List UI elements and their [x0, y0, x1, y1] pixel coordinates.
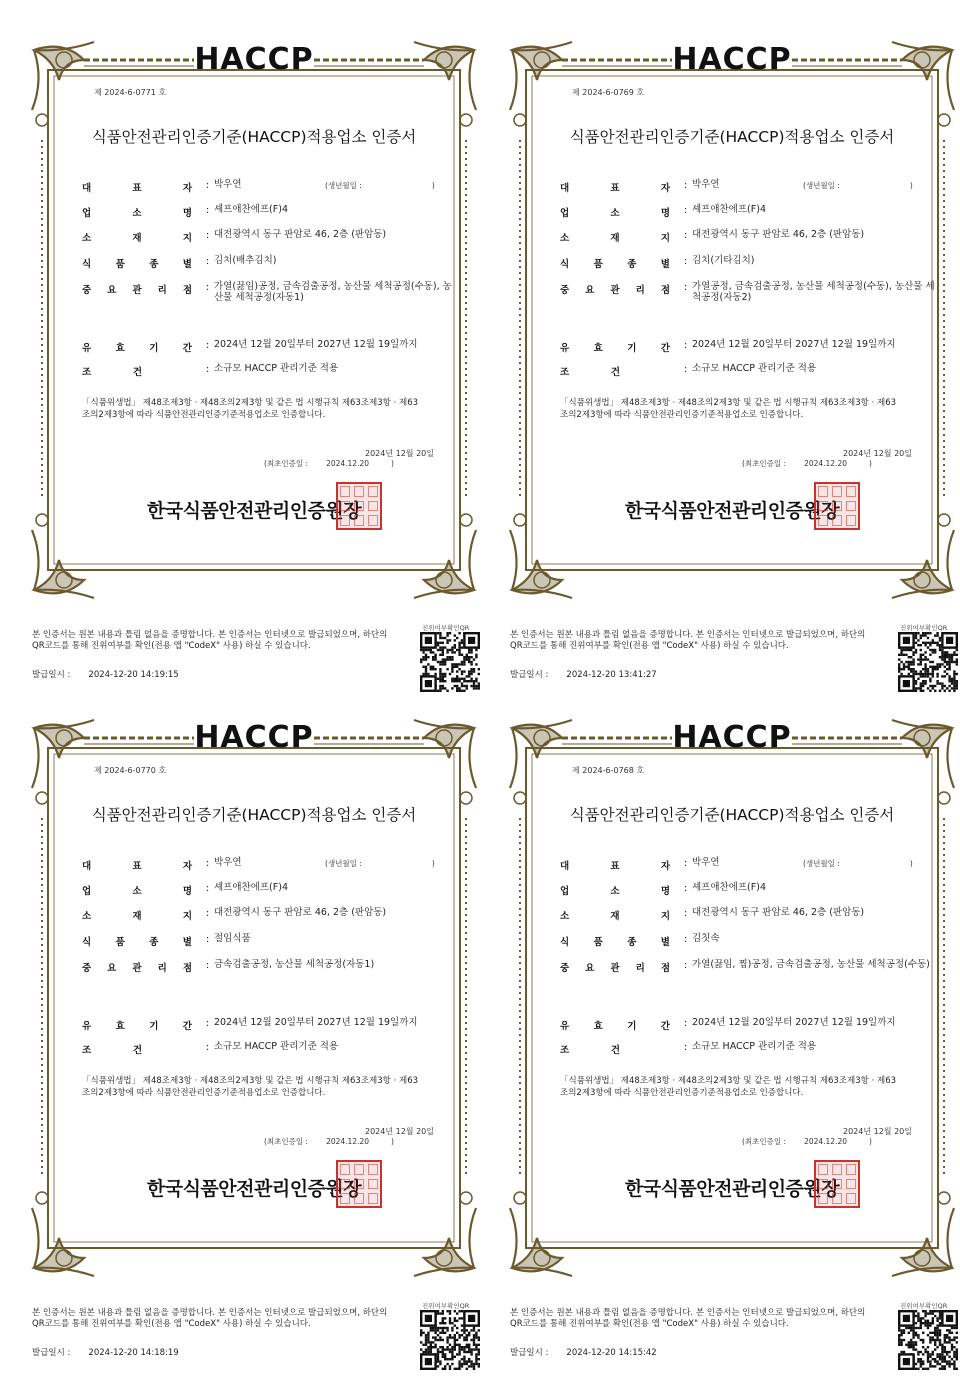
value-condition: 소규모 HACCP 관리기준 적용	[692, 1041, 817, 1052]
value-validity: 2024년 12월 20일부터 2027년 12월 19일까지	[214, 339, 418, 350]
legal-statement: 「식품위생법」 제48조제3항 · 제48조의2제3항 및 같은 법 시행규칙 제63조제3항 · 제63조의2제3항에 따라 식품안전관리인증기준적용업소로 인증합니다.	[560, 1076, 897, 1098]
label-food-type: 식 품 종 별	[82, 259, 192, 270]
certificate-0769	[502, 30, 960, 700]
official-seal-icon	[814, 482, 860, 530]
value-address: 대전광역시 동구 판암로 46, 2층 (판암동)	[692, 907, 865, 918]
certificate-body: HACCP 제 2024-6-0771 호 식품안전관리인증기준(HACCP)적용업소 인증서 대 표 자 : 박우연 (생년월일 : ) 업 소 명 : 셰프애찬에프(F)4 소 재 지 : 대전광역시 동구 판암로 46, 2층 (판암동) 식 품 종 별 : 김치(배추김치) 중 요 관 리 점 : 가열(끓임)공정, 금속검출공정, 농산물 세척공정(수동), 농산물 세척공정(자동1) 유 효 기 간 : 2024년 12월 20일부터 2027년 12월 19일까지 조 건 : 소규모 HACCP 관리기준 적용 「식품위생법」 제48조제3항 · 제48조의2제3항 및 같은 법 시행규칙 제63조제3항 · 제63조의2제3항에 따라 식품안전관리인증기준적용업소로 인증합니다. 2024년 12월 20일 (최초인증일 : 2024.12.20 ) 한국식품안전관리인증원장	[24, 30, 484, 610]
value-business-name: 셰프애찬에프(F)4	[214, 882, 288, 893]
ornamental-frame-icon	[24, 708, 484, 1288]
value-condition: 소규모 HACCP 관리기준 적용	[692, 363, 817, 374]
issued-at: 발급일시 : 2024-12-20 14:19:15	[32, 670, 179, 680]
ornamental-frame-icon	[24, 30, 484, 610]
certificate-body: HACCP 제 2024-6-0768 호 식품안전관리인증기준(HACCP)적용업소 인증서 대 표 자 : 박우연 (생년월일 : ) 업 소 명 : 셰프애찬에프(F)4 소 재 지 : 대전광역시 동구 판암로 46, 2층 (판암동) 식 품 종 별 : 김칫속 중 요 관 리 점 : 가열(끓임, 찜)공정, 금속검출공정, 농산물 세척공정(수동) 유 효 기 간 : 2024년 12월 20일부터 2027년 12월 19일까지 조 건 : 소규모 HACCP 관리기준 적용 「식품위생법」 제48조제3항 · 제48조의2제3항 및 같은 법 시행규칙 제63조제3항 · 제63조의2제3항에 따라 식품안전관리인증기준적용업소로 인증합니다. 2024년 12월 20일 (최초인증일 : 2024.12.20 ) 한국식품안전관리인증원장	[502, 708, 960, 1288]
qr-code-icon[interactable]	[420, 632, 480, 692]
ornamental-frame-icon	[502, 708, 960, 1288]
certificate-body: HACCP 제 2024-6-0769 호 식품안전관리인증기준(HACCP)적용업소 인증서 대 표 자 : 박우연 (생년월일 : ) 업 소 명 : 셰프애찬에프(F)4 소 재 지 : 대전광역시 동구 판암로 46, 2층 (판암동) 식 품 종 별 : 김치(기타김치) 중 요 관 리 점 : 가열공정, 금속검출공정, 농산물 세척공정(수동), 농산물 세척공정(자동2) 유 효 기 간 : 2024년 12월 20일부터 2027년 12월 19일까지 조 건 : 소규모 HACCP 관리기준 적용 「식품위생법」 제48조제3항 · 제48조의2제3항 및 같은 법 시행규칙 제63조제3항 · 제63조의2제3항에 따라 식품안전관리인증기준적용업소로 인증합니다. 2024년 12월 20일 (최초인증일 : 2024.12.20 ) 한국식품안전관리인증원장	[502, 30, 960, 610]
issued-at: 발급일시 : 2024-12-20 14:18:19	[32, 1348, 179, 1358]
value-representative: 박우연	[692, 179, 720, 190]
value-ccp: 가열(끓임, 찜)공정, 금속검출공정, 농산물 세척공정(수동)	[692, 959, 930, 970]
official-seal-icon	[336, 482, 382, 530]
label-validity: 유 효 기 간	[82, 343, 192, 354]
value-food-type: 김칫속	[692, 933, 720, 944]
issue-date: 2024년 12월 20일	[843, 1127, 912, 1136]
issue-date: 2024년 12월 20일	[843, 449, 912, 458]
label-business-name: 업 소 명	[82, 208, 192, 219]
value-condition: 소규모 HACCP 관리기준 적용	[214, 1041, 339, 1052]
first-certification-date: (최초인증일 : 2024.12.20 )	[742, 459, 872, 468]
value-food-type: 김치(배추김치)	[214, 255, 277, 266]
value-representative: 박우연	[692, 857, 720, 868]
value-address: 대전광역시 동구 판암로 46, 2층 (판암동)	[692, 229, 865, 240]
label-validity: 유 효 기 간	[560, 343, 670, 354]
qr-label: 진위여부확인QR	[422, 1302, 470, 1310]
value-ccp: 금속검출공정, 농산물 세척공정(자동1)	[214, 959, 375, 970]
value-representative: 박우연	[214, 857, 242, 868]
label-ccp: 중 요 관 리 점	[82, 285, 192, 296]
certificate-0768	[502, 708, 960, 1378]
value-ccp: 가열공정, 금속검출공정, 농산물 세척공정(수동), 농산물 세척공정(자동2)	[692, 281, 935, 303]
haccp-header: HACCP	[672, 42, 792, 77]
ornamental-frame-icon	[502, 30, 960, 610]
value-validity: 2024년 12월 20일부터 2027년 12월 19일까지	[692, 1017, 896, 1028]
label-business-name: 업 소 명	[560, 886, 670, 897]
label-ccp: 중 요 관 리 점	[82, 963, 192, 974]
label-food-type: 식 품 종 별	[560, 259, 670, 270]
qr-code-icon[interactable]	[420, 1310, 480, 1370]
value-food-type: 절임식품	[214, 933, 251, 944]
certificate-number: 제 2024-6-0771 호	[94, 88, 167, 97]
first-certification-date: (최초인증일 : 2024.12.20 )	[264, 459, 394, 468]
label-representative: 대 표 자	[560, 183, 670, 194]
certificate-body: HACCP 제 2024-6-0770 호 식품안전관리인증기준(HACCP)적용업소 인증서 대 표 자 : 박우연 (생년월일 : ) 업 소 명 : 셰프애찬에프(F)4 소 재 지 : 대전광역시 동구 판암로 46, 2층 (판암동) 식 품 종 별 : 절임식품 중 요 관 리 점 : 금속검출공정, 농산물 세척공정(자동1) 유 효 기 간 : 2024년 12월 20일부터 2027년 12월 19일까지 조 건 : 소규모 HACCP 관리기준 적용 「식품위생법」 제48조제3항 · 제48조의2제3항 및 같은 법 시행규칙 제63조제3항 · 제63조의2제3항에 따라 식품안전관리인증기준적용업소로 인증합니다. 2024년 12월 20일 (최초인증일 : 2024.12.20 ) 한국식품안전관리인증원장	[24, 708, 484, 1288]
label-condition: 조 건	[560, 1045, 620, 1056]
qr-label: 진위여부확인QR	[900, 624, 948, 632]
value-business-name: 셰프애찬에프(F)4	[214, 204, 288, 215]
label-address: 소 재 지	[560, 233, 670, 244]
label-representative: 대 표 자	[82, 861, 192, 872]
certificate-number: 제 2024-6-0769 호	[572, 88, 645, 97]
label-business-name: 업 소 명	[82, 886, 192, 897]
label-business-name: 업 소 명	[560, 208, 670, 219]
label-condition: 조 건	[82, 1045, 142, 1056]
label-ccp: 중 요 관 리 점	[560, 285, 670, 296]
first-certification-date: (최초인증일 : 2024.12.20 )	[264, 1137, 394, 1146]
birth-date: (생년월일 : )	[803, 859, 913, 868]
qr-code-icon[interactable]	[898, 632, 958, 692]
document-title: 식품안전관리인증기준(HACCP)적용업소 인증서	[569, 806, 895, 824]
label-validity: 유 효 기 간	[82, 1021, 192, 1032]
authenticity-notice: 본 인증서는 원본 내용과 틀림 없음을 증명합니다. 본 인증서는 인터넷으로 발급되었으며, 하단의 QR코드를 통해 진위여부를 확인(전용 앱 "CodeX" 사용) 하실 수 있습니다.	[32, 1308, 388, 1329]
label-food-type: 식 품 종 별	[82, 937, 192, 948]
authenticity-notice: 본 인증서는 원본 내용과 틀림 없음을 증명합니다. 본 인증서는 인터넷으로 발급되었으며, 하단의 QR코드를 통해 진위여부를 확인(전용 앱 "CodeX" 사용) 하실 수 있습니다.	[32, 630, 388, 651]
birth-date: (생년월일 : )	[325, 859, 435, 868]
label-condition: 조 건	[82, 367, 142, 378]
value-food-type: 김치(기타김치)	[692, 255, 755, 266]
haccp-header: HACCP	[194, 42, 314, 77]
document-title: 식품안전관리인증기준(HACCP)적용업소 인증서	[91, 806, 417, 824]
issuer-name: 한국식품안전관리인증원장	[624, 1178, 840, 1200]
value-ccp: 가열(끓임)공정, 금속검출공정, 농산물 세척공정(수동), 농산물 세척공정(자동1)	[214, 281, 452, 303]
qr-label: 진위여부확인QR	[900, 1302, 948, 1310]
haccp-header: HACCP	[194, 720, 314, 755]
label-validity: 유 효 기 간	[560, 1021, 670, 1032]
value-condition: 소규모 HACCP 관리기준 적용	[214, 363, 339, 374]
value-validity: 2024년 12월 20일부터 2027년 12월 19일까지	[214, 1017, 418, 1028]
value-address: 대전광역시 동구 판암로 46, 2층 (판암동)	[214, 229, 387, 240]
issuer-name: 한국식품안전관리인증원장	[146, 1178, 362, 1200]
legal-statement: 「식품위생법」 제48조제3항 · 제48조의2제3항 및 같은 법 시행규칙 제63조제3항 · 제63조의2제3항에 따라 식품안전관리인증기준적용업소로 인증합니다.	[560, 398, 897, 420]
authenticity-notice: 본 인증서는 원본 내용과 틀림 없음을 증명합니다. 본 인증서는 인터넷으로 발급되었으며, 하단의 QR코드를 통해 진위여부를 확인(전용 앱 "CodeX" 사용) 하실 수 있습니다.	[510, 1308, 866, 1329]
issued-at: 발급일시 : 2024-12-20 13:41:27	[510, 670, 657, 680]
first-certification-date: (최초인증일 : 2024.12.20 )	[742, 1137, 872, 1146]
value-validity: 2024년 12월 20일부터 2027년 12월 19일까지	[692, 339, 896, 350]
certificate-0771	[24, 30, 484, 700]
official-seal-icon	[336, 1160, 382, 1208]
value-business-name: 셰프애찬에프(F)4	[692, 882, 766, 893]
label-representative: 대 표 자	[560, 861, 670, 872]
legal-statement: 「식품위생법」 제48조제3항 · 제48조의2제3항 및 같은 법 시행규칙 제63조제3항 · 제63조의2제3항에 따라 식품안전관리인증기준적용업소로 인증합니다.	[82, 1076, 419, 1098]
issuer-name: 한국식품안전관리인증원장	[146, 500, 362, 522]
label-food-type: 식 품 종 별	[560, 937, 670, 948]
value-business-name: 셰프애찬에프(F)4	[692, 204, 766, 215]
issued-at: 발급일시 : 2024-12-20 14:15:42	[510, 1348, 657, 1358]
issue-date: 2024년 12월 20일	[365, 1127, 434, 1136]
value-representative: 박우연	[214, 179, 242, 190]
official-seal-icon	[814, 1160, 860, 1208]
certificate-number: 제 2024-6-0768 호	[572, 766, 645, 775]
authenticity-notice: 본 인증서는 원본 내용과 틀림 없음을 증명합니다. 본 인증서는 인터넷으로 발급되었으며, 하단의 QR코드를 통해 진위여부를 확인(전용 앱 "CodeX" 사용) 하실 수 있습니다.	[510, 630, 866, 651]
label-address: 소 재 지	[82, 233, 192, 244]
label-ccp: 중 요 관 리 점	[560, 963, 670, 974]
legal-statement: 「식품위생법」 제48조제3항 · 제48조의2제3항 및 같은 법 시행규칙 제63조제3항 · 제63조의2제3항에 따라 식품안전관리인증기준적용업소로 인증합니다.	[82, 398, 419, 420]
birth-date: (생년월일 : )	[325, 181, 435, 190]
haccp-header: HACCP	[672, 720, 792, 755]
label-address: 소 재 지	[560, 911, 670, 922]
label-representative: 대 표 자	[82, 183, 192, 194]
document-title: 식품안전관리인증기준(HACCP)적용업소 인증서	[91, 128, 417, 146]
label-condition: 조 건	[560, 367, 620, 378]
certificate-number: 제 2024-6-0770 호	[94, 766, 167, 775]
value-address: 대전광역시 동구 판암로 46, 2층 (판암동)	[214, 907, 387, 918]
certificate-0770	[24, 708, 484, 1378]
qr-label: 진위여부확인QR	[422, 624, 470, 632]
qr-code-icon[interactable]	[898, 1310, 958, 1370]
birth-date: (생년월일 : )	[803, 181, 913, 190]
issuer-name: 한국식품안전관리인증원장	[624, 500, 840, 522]
document-title: 식품안전관리인증기준(HACCP)적용업소 인증서	[569, 128, 895, 146]
issue-date: 2024년 12월 20일	[365, 449, 434, 458]
label-address: 소 재 지	[82, 911, 192, 922]
